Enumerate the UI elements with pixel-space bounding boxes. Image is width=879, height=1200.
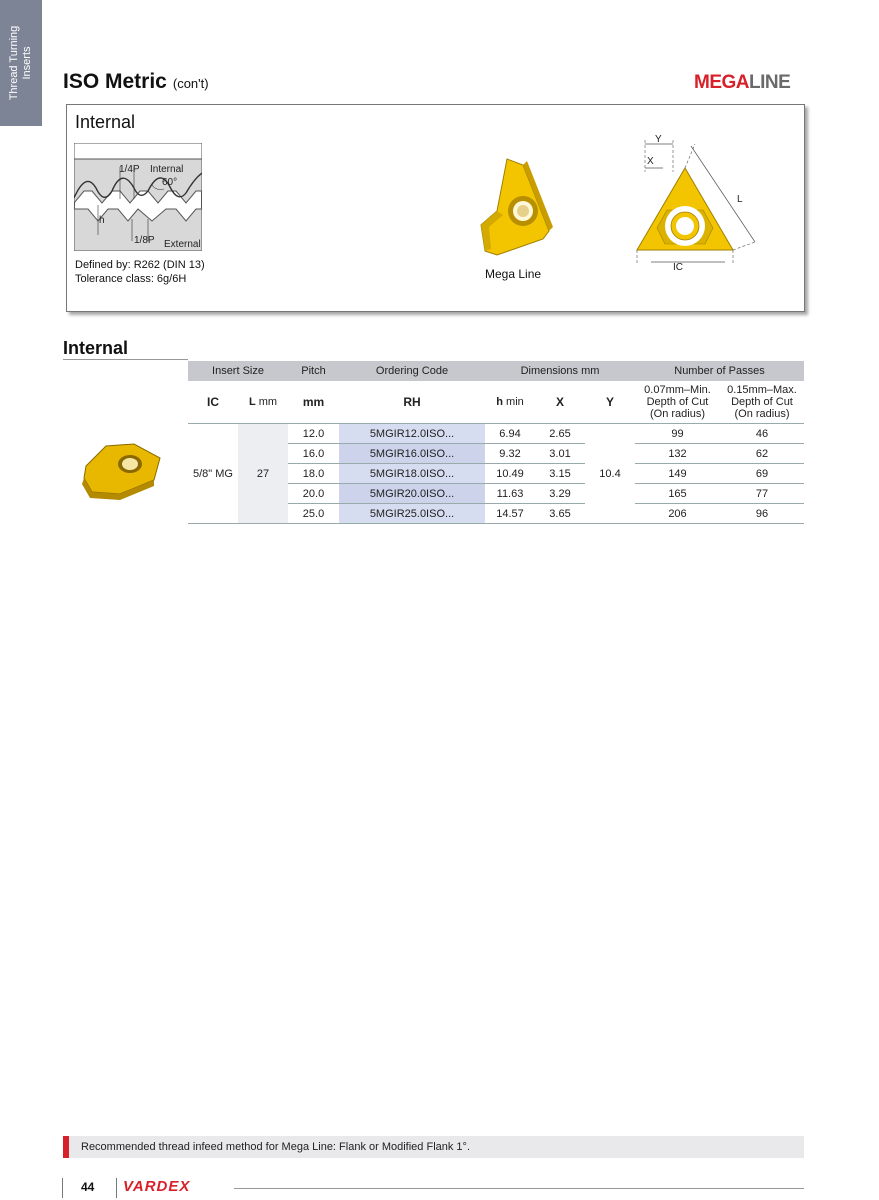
- page-title-text: ISO Metric: [63, 70, 167, 93]
- logo-mega-text: MEGA: [694, 72, 749, 93]
- side-tab-line-2: Inserts: [21, 46, 33, 80]
- x-cell: 3.01: [535, 444, 585, 464]
- table-row: [188, 424, 804, 444]
- dimensions-header: Dimensions mm: [485, 361, 635, 381]
- side-tab-label: [8, 26, 34, 101]
- y-column-header: Y: [605, 395, 614, 409]
- footer-rule: [234, 1188, 804, 1189]
- external-label: External: [164, 239, 201, 250]
- max-passes-cell: 69: [720, 464, 804, 484]
- x-column-header: X: [555, 395, 564, 409]
- insert-caption: Mega Line: [485, 267, 542, 281]
- pitch-cell: 16.0: [288, 444, 339, 464]
- x-dimension-label: X: [647, 156, 654, 167]
- l-value: 27: [238, 424, 288, 524]
- footer-divider-left: [62, 1178, 63, 1198]
- ordering-code-cell: 5MGIR25.0ISO...: [339, 504, 485, 524]
- tolerance-line: Tolerance class: 6g/6H: [75, 273, 187, 285]
- ordering-table: [188, 361, 804, 524]
- insert-dimension-drawing: [615, 132, 765, 272]
- l-dimension-label: L: [737, 194, 743, 205]
- ordering-code-cell: 5MGIR12.0ISO...: [339, 424, 485, 444]
- note-text: Recommended thread infeed method for Mega Line: Flank or Modified Flank 1°.: [81, 1141, 470, 1153]
- page-subtitle: (con't): [172, 76, 209, 91]
- max-passes-cell: 62: [720, 444, 804, 464]
- h-column-suffix: min: [506, 396, 524, 408]
- side-tab-line-1: Thread Turning: [8, 25, 20, 101]
- section-divider: [63, 359, 188, 360]
- pitch-header: Pitch: [288, 361, 339, 381]
- page-title: [63, 70, 209, 94]
- note-accent-bar: [63, 1136, 69, 1158]
- eighth-pitch-label: 1/8P: [134, 235, 155, 246]
- y-value: 10.4: [585, 424, 635, 524]
- infeed-note: [63, 1136, 804, 1158]
- min-passes-cell: 165: [635, 484, 720, 504]
- min-passes-line-3: (On radius): [649, 408, 706, 420]
- min-passes-line-1: 0.07mm–Min.: [644, 384, 711, 396]
- min-passes-cell: 206: [635, 504, 720, 524]
- table-insert-image: [80, 436, 166, 502]
- passes-header: Number of Passes: [635, 361, 804, 381]
- rh-column-header: RH: [403, 395, 421, 409]
- min-passes-cell: 149: [635, 464, 720, 484]
- max-passes-column-header: [720, 381, 804, 424]
- logo-line-text: LINE: [749, 72, 791, 93]
- y-dimension-label: Y: [655, 134, 662, 145]
- min-passes-column-header: [635, 381, 720, 424]
- l-column-header: [238, 381, 288, 424]
- max-passes-cell: 96: [720, 504, 804, 524]
- standard-line: Defined by: R262 (DIN 13): [75, 259, 205, 271]
- ic-value: 5/8" MG: [188, 424, 238, 524]
- table-group-header-row: [188, 361, 804, 381]
- angle-label: 60°: [162, 177, 178, 188]
- min-passes-cell: 99: [635, 424, 720, 444]
- pitch-cell: 20.0: [288, 484, 339, 504]
- page-number: 44: [81, 1180, 95, 1194]
- table-column-header-row: [188, 381, 804, 424]
- x-cell: 3.15: [535, 464, 585, 484]
- thread-profile-diagram: [74, 143, 202, 251]
- defined-by-text: [75, 258, 205, 286]
- min-passes-line-2: Depth of Cut: [646, 396, 709, 408]
- l-column-unit: mm: [258, 396, 278, 408]
- vardex-logo: VARDEX: [123, 1178, 191, 1195]
- internal-label: Internal: [150, 164, 184, 175]
- h-min-cell: 10.49: [485, 464, 535, 484]
- mega-line-logo: [694, 72, 790, 94]
- max-passes-cell: 46: [720, 424, 804, 444]
- mega-line-insert-image: [477, 155, 557, 259]
- x-cell: 3.65: [535, 504, 585, 524]
- h-min-cell: 14.57: [485, 504, 535, 524]
- min-passes-cell: 132: [635, 444, 720, 464]
- ordering-code-cell: 5MGIR16.0ISO...: [339, 444, 485, 464]
- max-passes-line-2: Depth of Cut: [731, 396, 793, 408]
- ic-dimension-label: IC: [673, 262, 683, 272]
- ic-column-header: IC: [207, 395, 219, 409]
- section-side-tab: [0, 0, 42, 126]
- pitch-cell: 12.0: [288, 424, 339, 444]
- h-column-header: [485, 381, 535, 424]
- insert-size-header: Insert Size: [188, 361, 288, 381]
- info-box-title: Internal: [75, 112, 136, 132]
- pitch-cell: 25.0: [288, 504, 339, 524]
- ordering-code-header: Ordering Code: [339, 361, 485, 381]
- h-min-cell: 11.63: [485, 484, 535, 504]
- x-cell: 3.29: [535, 484, 585, 504]
- footer-divider: [116, 1178, 117, 1198]
- h-min-cell: 9.32: [485, 444, 535, 464]
- max-passes-line-1: 0.15mm–Max.: [727, 384, 797, 396]
- ordering-code-cell: 5MGIR20.0ISO...: [339, 484, 485, 504]
- max-passes-cell: 77: [720, 484, 804, 504]
- h-min-cell: 6.94: [485, 424, 535, 444]
- pitch-cell: 18.0: [288, 464, 339, 484]
- ordering-code-cell: 5MGIR18.0ISO...: [339, 464, 485, 484]
- x-cell: 2.65: [535, 424, 585, 444]
- internal-info-box: [66, 104, 805, 312]
- section-title: Internal: [63, 338, 129, 358]
- h-column-letter: h: [496, 396, 503, 408]
- pitch-column-header: mm: [302, 395, 325, 409]
- quarter-pitch-label: 1/4P: [119, 164, 140, 175]
- l-column-letter: L: [248, 396, 256, 408]
- h-label: h: [99, 215, 105, 226]
- max-passes-line-3: (On radius): [734, 408, 790, 420]
